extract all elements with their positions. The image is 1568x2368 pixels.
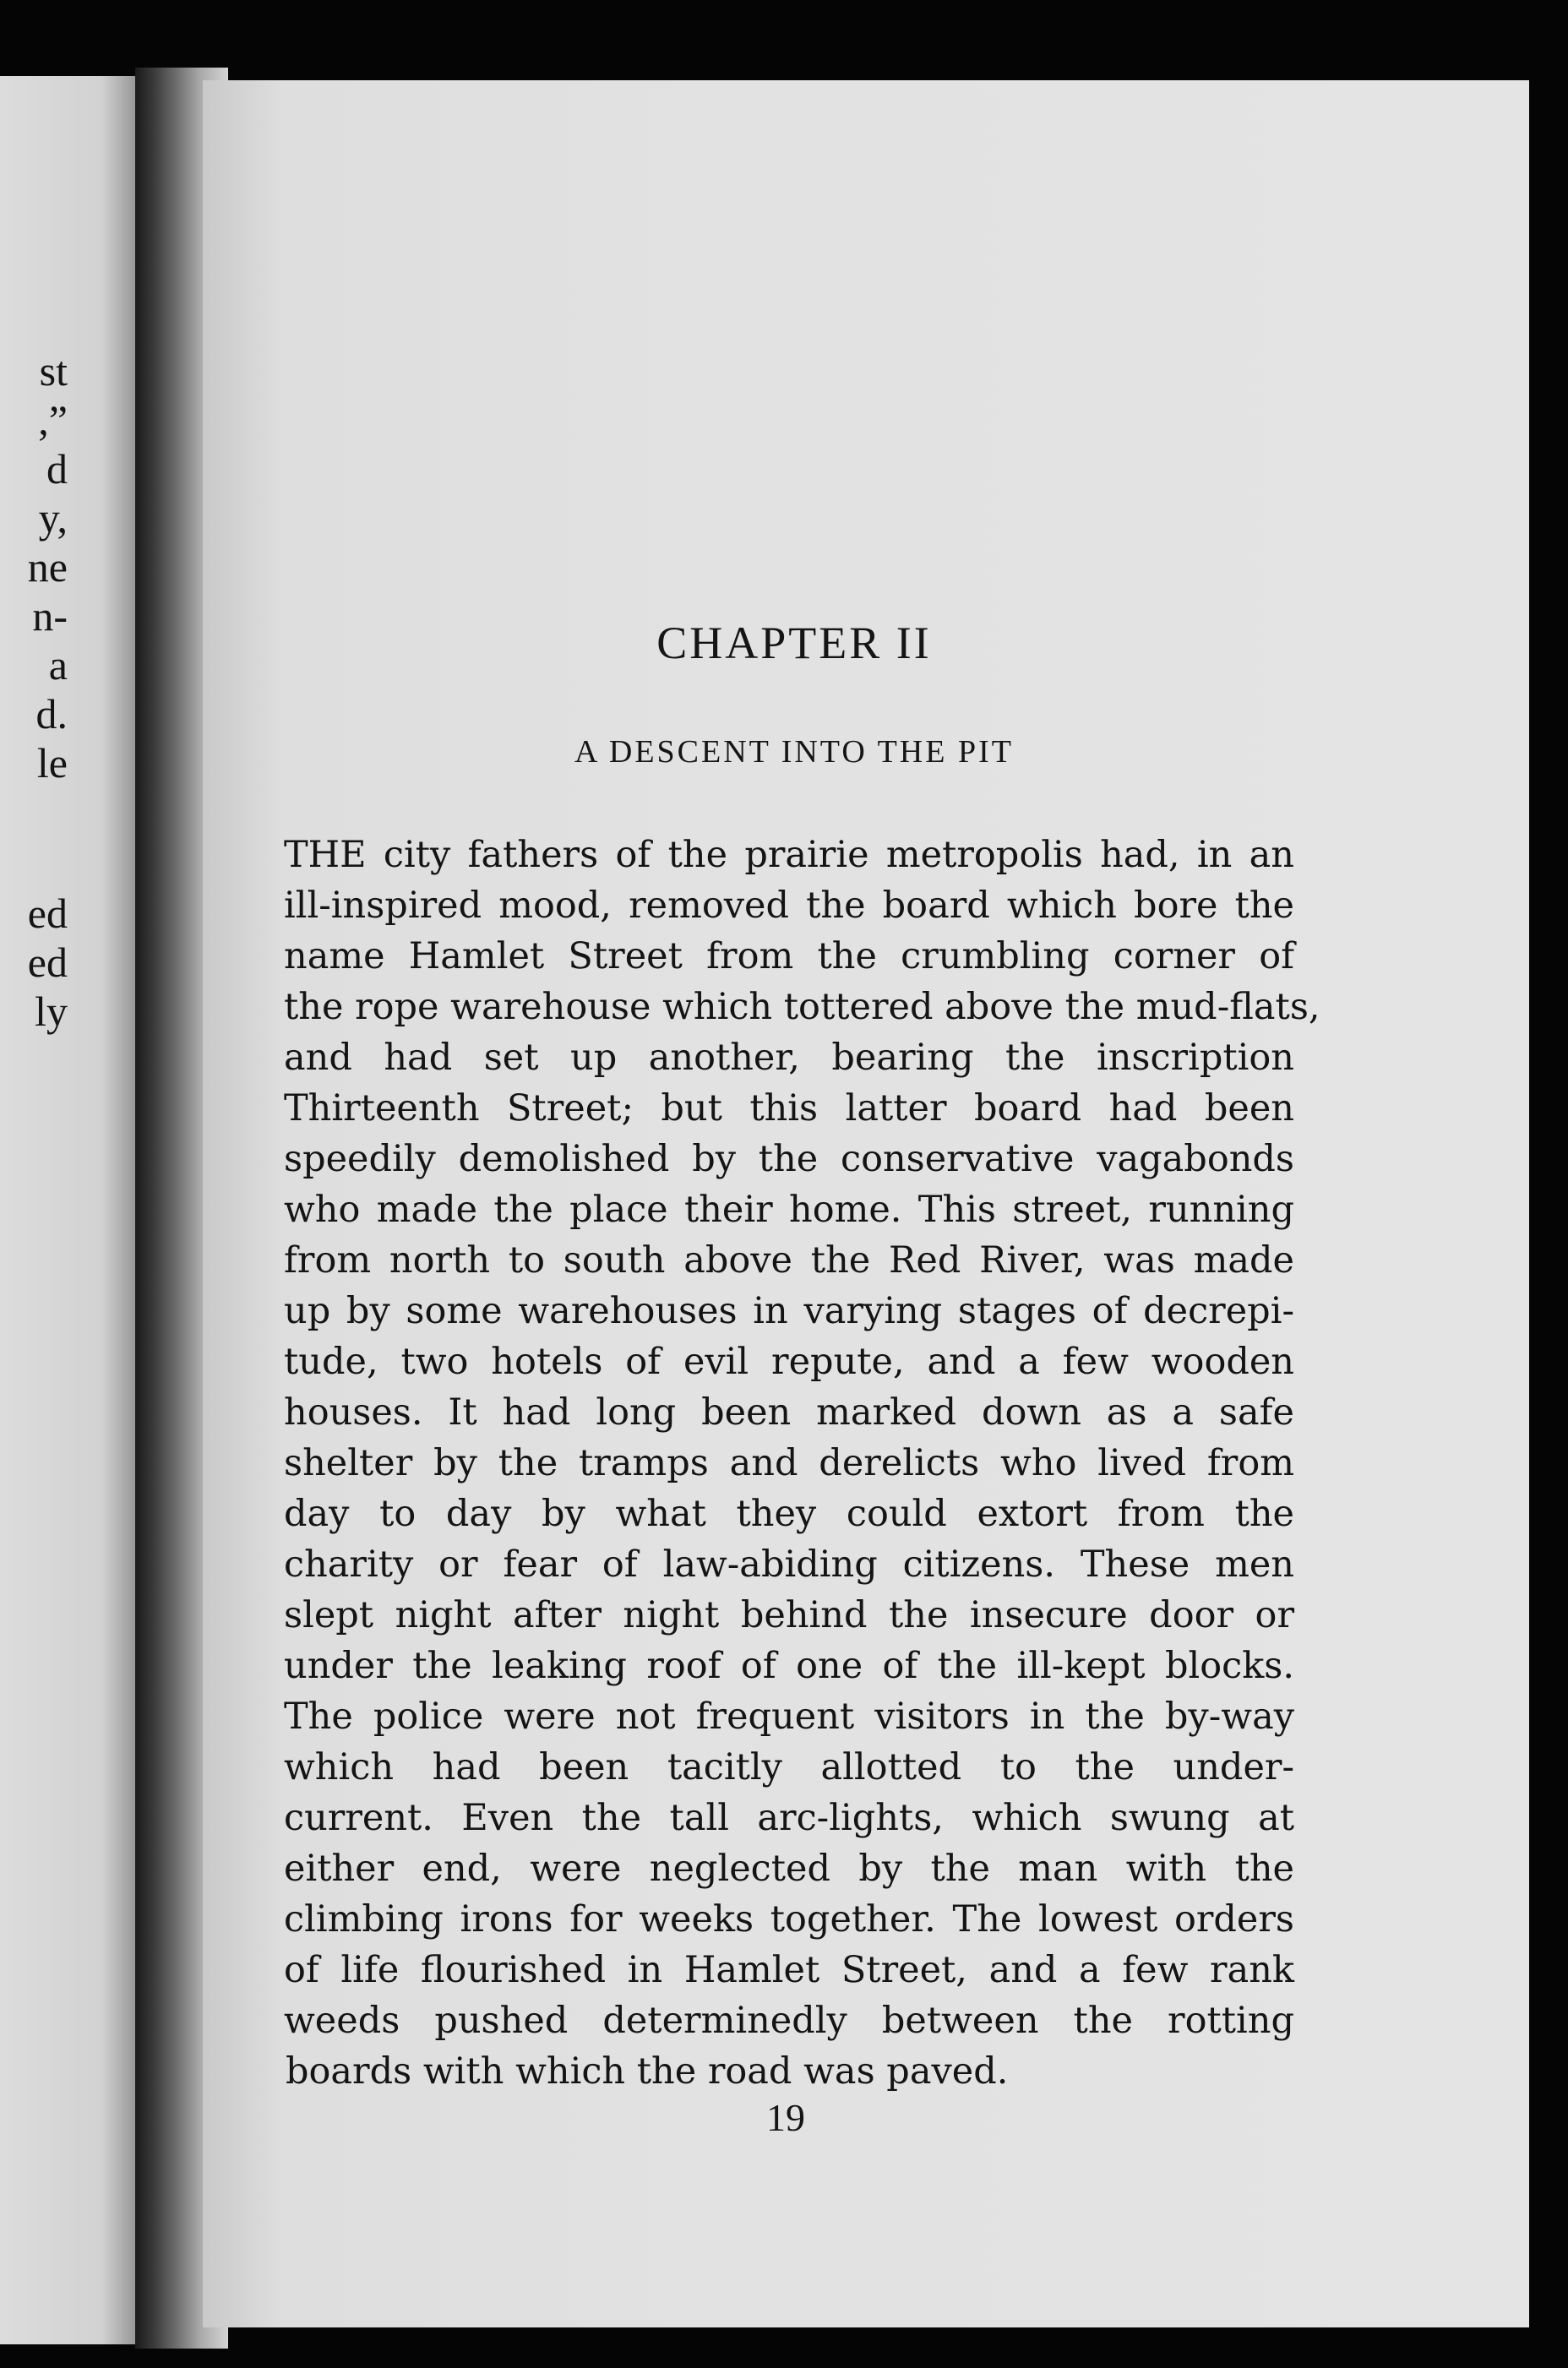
previous-page-fragment: d	[46, 445, 68, 493]
text-line: shelter by the tramps and derelicts who lived from	[284, 1442, 1294, 1484]
previous-page-fragment: ed	[27, 890, 68, 937]
previous-page-fragment: n-	[32, 592, 68, 640]
previous-page-gap	[0, 787, 68, 889]
previous-page-fragment: ne	[27, 543, 68, 591]
previous-page-text	[0, 346, 68, 1036]
text-line: from north to south above the Red River, was made	[284, 1239, 1294, 1282]
text-line: name Hamlet Street from the crumbling corner of	[284, 935, 1294, 977]
text-line: boards with which the road was paved.	[286, 2050, 1009, 2093]
chapter-subtitle: A DESCENT INTO THE PIT	[574, 734, 1014, 770]
text-line: who made the place their home. This street, running	[284, 1189, 1294, 1231]
text-line: up by some warehouses in varying stages of decrepi-	[284, 1290, 1294, 1332]
previous-page-fragment: ,”	[38, 396, 68, 444]
text-line: day to day by what they could extort from the	[284, 1493, 1294, 1535]
previous-page-fragment: a	[48, 641, 68, 689]
text-line: which had been tacitly allotted to the under-	[284, 1746, 1294, 1788]
text-line: and had set up another, bearing the inscription	[284, 1037, 1294, 1079]
previous-page-fragment: st	[39, 347, 68, 395]
previous-page-fragment: ly	[35, 988, 68, 1035]
text-line: either end, were neglected by the man with the	[284, 1848, 1294, 1890]
text-line: charity or fear of law-abiding citizens. These men	[284, 1543, 1294, 1586]
text-line: of life flourished in Hamlet Street, and a few rank	[284, 1949, 1294, 1991]
chapter-title: CHAPTER II	[656, 618, 932, 668]
text-line: under the leaking roof of one of the ill-kept blocks.	[284, 1645, 1294, 1687]
text-line: climbing irons for weeks together. The lowest orders	[284, 1898, 1294, 1941]
text-line: the rope warehouse which tottered above the mud-flats,	[284, 986, 1320, 1028]
page-number: 19	[766, 2096, 805, 2139]
text-line: Thirteenth Street; but this latter board had been	[284, 1087, 1294, 1130]
text-line: ill-inspired mood, removed the board which bore the	[284, 885, 1294, 927]
text-line: weeds pushed determinedly between the rotting	[284, 2000, 1294, 2042]
text-line: The police were not frequent visitors in the by-way	[284, 1696, 1294, 1738]
text-line: houses. It had long been marked down as a safe	[284, 1391, 1294, 1434]
text-line: speedily demolished by the conservative vagabonds	[284, 1138, 1294, 1180]
previous-page-fragment: le	[36, 739, 68, 787]
text-line: tude, two hotels of evil repute, and a few wooden	[284, 1341, 1294, 1383]
text-line: THE city fathers of the prairie metropolis had, in an	[284, 834, 1294, 876]
previous-page-fragment: y,	[38, 494, 68, 542]
previous-page-fragment: d.	[35, 690, 68, 738]
text-line: slept night after night behind the insecure door or	[284, 1594, 1294, 1636]
previous-page-fragment: ed	[27, 939, 68, 986]
body-paragraph	[284, 830, 1320, 2097]
text-line: current. Even the tall arc-lights, which swung at	[284, 1797, 1294, 1839]
